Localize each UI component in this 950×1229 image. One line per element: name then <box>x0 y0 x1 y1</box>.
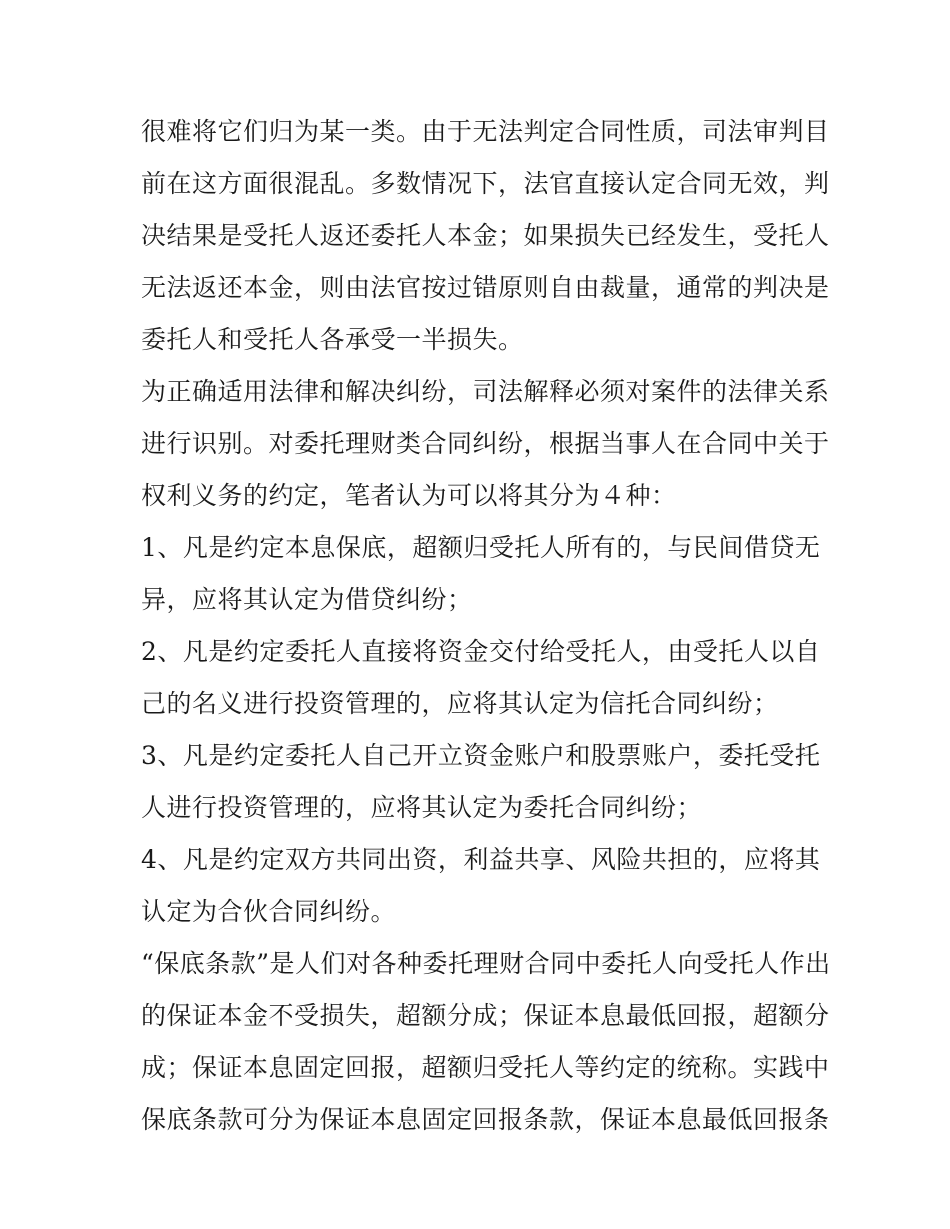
document-body <box>141 106 831 1146</box>
list-item-1 <box>141 522 821 626</box>
text-line: 权利义务的约定，笔者认为可以将其分为４种： <box>141 481 677 510</box>
text-line: 委托人和受托人各承受一半损失。 <box>141 325 524 354</box>
paragraph-legal-identification <box>141 366 830 522</box>
text-line: 己的名义进行投资管理的，应将其认定为信托合同纠纷； <box>141 689 779 718</box>
paragraph-classification-difficulty <box>141 106 830 366</box>
list-item-4 <box>141 834 821 938</box>
text-line: 为正确适用法律和解决纠纷，司法解释必须对案件的法律关系 <box>141 377 830 406</box>
text-line: 保底条款可分为保证本息固定回报条款，保证本息最低回报条 <box>141 1105 830 1134</box>
text-line: 决结果是受托人返还委托人本金；如果损失已经发生，受托人 <box>141 221 830 250</box>
text-line: 认定为合伙合同纠纷。 <box>141 897 397 926</box>
text-line: “保底条款”是人们对各种委托理财合同中委托人向受托人作出 <box>141 949 831 978</box>
text-line: 人进行投资管理的，应将其认定为委托合同纠纷； <box>141 793 703 822</box>
text-line: 很难将它们归为某一类。由于无法判定合同性质，司法审判目 <box>141 117 830 146</box>
text-line: 进行识别。对委托理财类合同纠纷，根据当事人在合同中关于 <box>141 429 830 458</box>
text-line: 成；保证本息固定回报，超额归受托人等约定的统称。实践中 <box>141 1053 830 1082</box>
text-line: 1、凡是约定本息保底，超额归受托人所有的，与民间借贷无 <box>141 533 821 562</box>
text-line: 的保证本金不受损失，超额分成；保证本息最低回报，超额分 <box>141 1001 830 1030</box>
text-line: 3、凡是约定委托人自己开立资金账户和股票账户，委托受托 <box>141 741 821 770</box>
text-line: 2、凡是约定委托人直接将资金交付给受托人，由受托人以自 <box>141 637 821 666</box>
list-item-3 <box>141 730 821 834</box>
text-line: 无法返还本金，则由法官按过错原则自由裁量，通常的判决是 <box>141 273 830 302</box>
list-item-2 <box>141 626 821 730</box>
text-line: 异，应将其认定为借贷纠纷； <box>141 585 473 614</box>
text-line: 4、凡是约定双方共同出资，利益共享、风险共担的，应将其 <box>141 845 821 874</box>
text-line: 前在这方面很混乱。多数情况下，法官直接认定合同无效，判 <box>141 169 830 198</box>
paragraph-guarantee-clause <box>141 938 831 1146</box>
